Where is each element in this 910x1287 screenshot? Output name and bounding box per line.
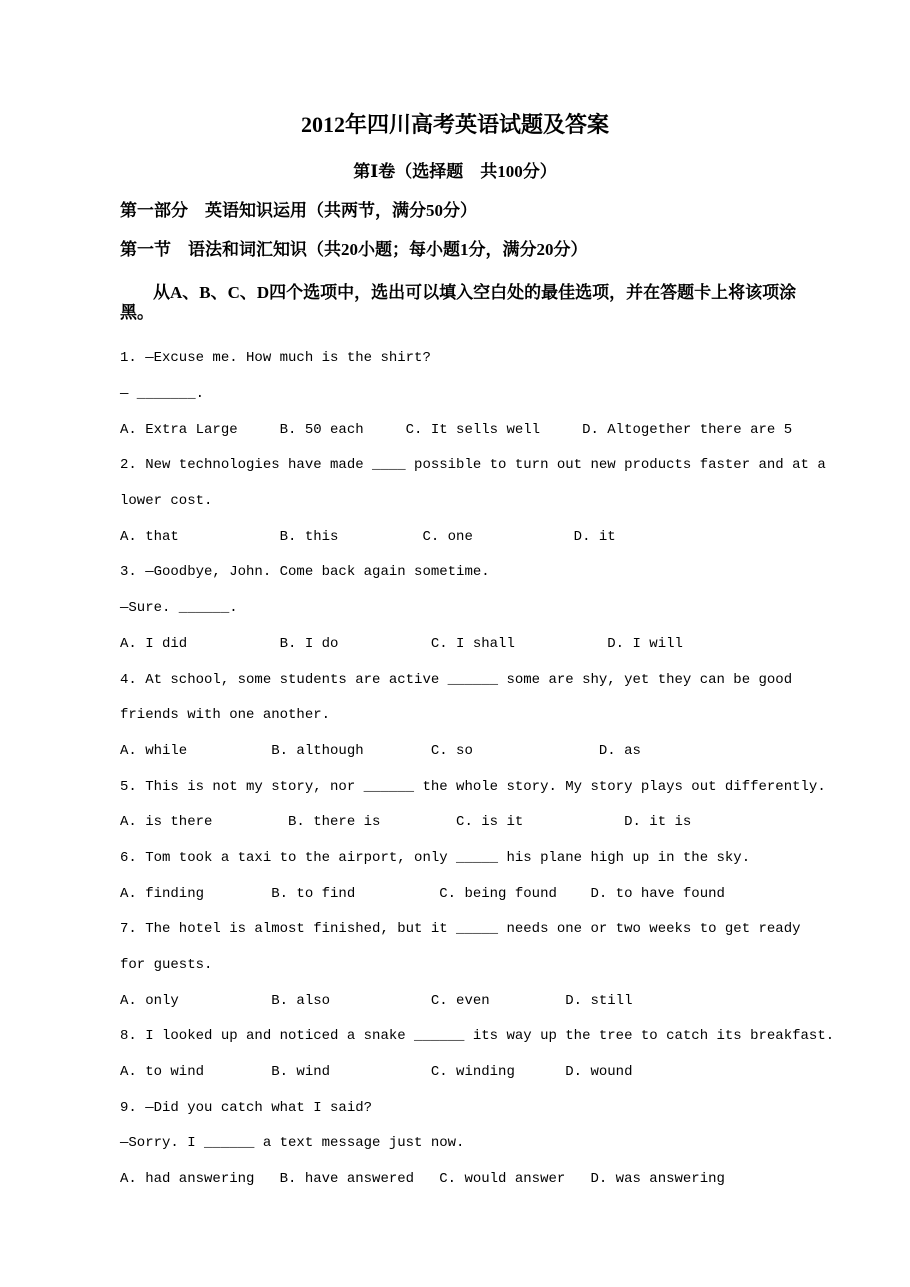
question-line: A. only B. also C. even D. still <box>120 992 633 1009</box>
question-line: 2. New technologies have made ____ possible to turn out new products faster and at a <box>120 457 826 474</box>
page-subtitle: 第Ⅰ卷（选择题 共100分） <box>353 162 557 182</box>
question-line: A. Extra Large B. 50 each C. It sells well D. Altogether there are 5 <box>120 421 793 438</box>
question-line: A. had answering B. have answered C. would answer D. was answering <box>120 1171 725 1188</box>
question-line: A. while B. although C. so D. as <box>120 742 641 759</box>
question-line: 1. —Excuse me. How much is the shirt? <box>120 350 431 367</box>
question-line: A. finding B. to find C. being found D. to have found <box>120 885 725 902</box>
question-line: A. is there B. there is C. is it D. it is <box>120 814 692 831</box>
question-line: A. that B. this C. one D. it <box>120 528 616 545</box>
question-line: 8. I looked up and noticed a snake ______ its way up the tree to catch its breakfast. <box>120 1028 835 1045</box>
heading-part-one: 第一部分 英语知识运用（共两节，满分50分） <box>120 200 477 220</box>
heading-section-one: 第一节 语法和词汇知识（共20小题；每小题1分，满分20分） <box>120 239 588 259</box>
question-line: — _______. <box>120 386 205 403</box>
question-line: 4. At school, some students are active ______ some are shy, yet they can be good <box>120 671 793 688</box>
question-line: 5. This is not my story, nor ______ the whole story. My story plays out differently. <box>120 778 826 795</box>
question-line: A. to wind B. wind C. winding D. wound <box>120 1064 633 1081</box>
question-line: 7. The hotel is almost finished, but it _____ needs one or two weeks to get ready <box>120 921 801 938</box>
question-line: —Sorry. I ______ a text message just now. <box>120 1135 465 1152</box>
question-line: —Sure. ______. <box>120 600 238 617</box>
instruction-text: 从A、B、C、D四个选项中，选出可以填入空白处的最佳选项，并在答题卡上将该项涂黑。 <box>120 283 797 322</box>
question-line: 3. —Goodbye, John. Come back again sometime. <box>120 564 490 581</box>
question-line: 6. Tom took a taxi to the airport, only _____ his plane high up in the sky. <box>120 849 751 866</box>
question-line: A. I did B. I do C. I shall D. I will <box>120 635 683 652</box>
question-line: 9. —Did you catch what I said? <box>120 1099 373 1116</box>
page-title: 2012年四川高考英语试题及答案 <box>300 112 609 137</box>
question-line: friends with one another. <box>120 707 331 724</box>
question-line: lower cost. <box>120 493 213 510</box>
question-lines <box>0 341 910 1198</box>
question-line: for guests. <box>120 957 213 974</box>
